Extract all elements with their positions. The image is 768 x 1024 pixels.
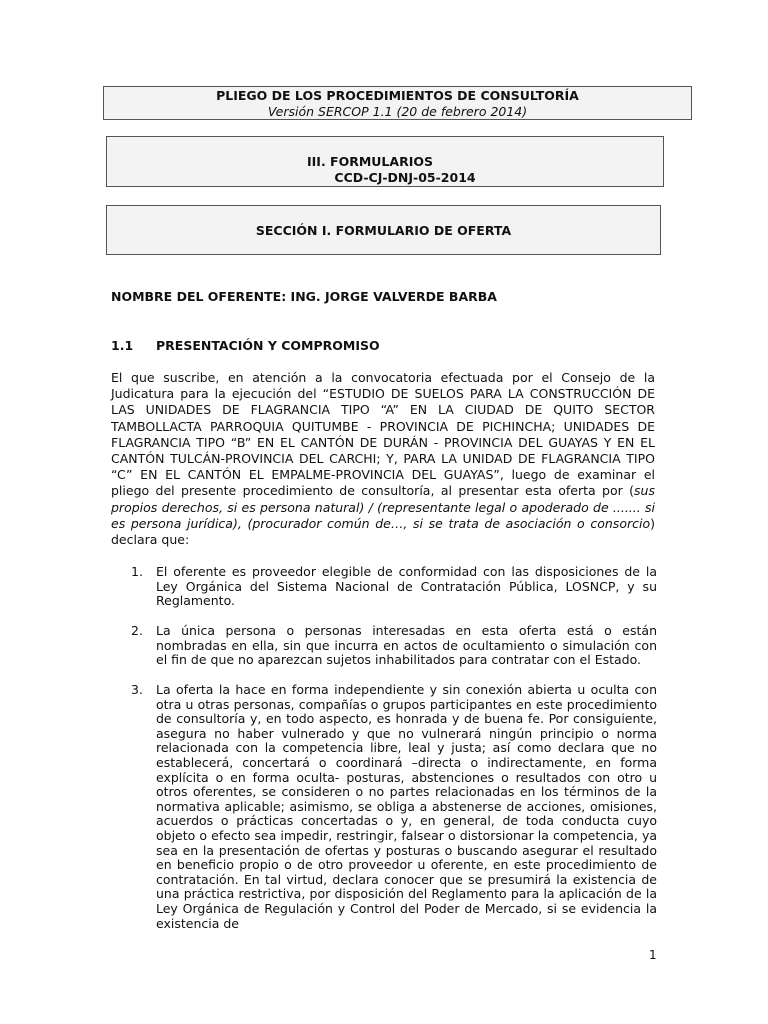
forms-box	[106, 136, 664, 187]
section-heading-title: PRESENTACIÓN Y COMPROMISO	[156, 338, 380, 353]
list-item	[131, 683, 657, 931]
list-item-text: La única persona o personas interesadas en esta oferta está o están nombradas en ella, sin que incurra en actos de ocultamiento o simulación con el fin de que no aparezcan sujetos inhabilitados para contratar con el Estado.	[156, 623, 657, 668]
intro-paragraph	[111, 370, 655, 548]
list-item-number: 3.	[131, 682, 143, 697]
section-heading	[111, 338, 655, 354]
list-item-text: El oferente es proveedor elegible de conformidad con las disposiciones de la Ley Orgánica del Sistema Nacional de Contratación Pública, LOSNCP, y su Reglamento.	[156, 564, 657, 609]
list-item	[131, 565, 657, 609]
list-item	[131, 624, 657, 668]
intro-text: El que suscribe, en atención a la convocatoria efectuada por el Consejo de la Judicatura para la ejecución del “ESTUDIO DE SUELOS PARA LA CONSTRUCCIÓN DE LAS UNIDADES DE FLAGRANCIA TIPO “A” EN LA CIUDAD DE QUITO SECTOR TAMBOLLACTA PARROQUIA QUITUMBE - PROVINCIA DE PICHINCHA; UNIDADES DE FLAGRANCIA TIPO “B” EN EL CANTÓN DE DURÁN - PROVINCIA DEL GUAYAS Y EN EL CANTÓN TULCÁN-PROVINCIA DEL CARCHI; Y, PARA LA UNIDAD DE FLAGRANCIA TIPO “C” EN EL CANTÓN EL EMPALME-PROVINCIA DEL GUAYAS”, luego de examinar el pliego del presente procedimiento de consultoría, al presentar esta oferta por (	[111, 370, 655, 499]
intro-text-end: ) declara que:	[111, 515, 655, 548]
process-code: CCD-CJ-DNJ-05-2014	[334, 170, 476, 185]
forms-heading: III. FORMULARIOS	[307, 154, 433, 169]
document-header-box	[103, 86, 692, 120]
list-item-number: 1.	[131, 564, 143, 579]
list-item-text: La oferta la hace en forma independiente y sin conexión abierta u oculta con otra u otras personas, compañías o grupos participantes en este procedimiento de consultoría y, en todo aspecto, es honrada y de buena fe. Por consiguiente, asegura no haber vulnerado y que no vulnerará ningún principio o norma relacionada con la competencia libre, leal y justa; así como declara que no establecerá, concertará o coordinará –directa o indirectamente, en forma explícita o en forma oculta- posturas, abstenciones o resultados con otro u otros oferentes, se consideren o no partes relacionadas en los términos de la normativa aplicable; asimismo, se obliga a abstenerse de acciones, omisiones, acuerdos o prácticas concertadas o y, en general, de toda conducta cuyo objeto o efecto sea impedir, restringir, falsear o distorsionar la competencia, ya sea en la presentación de ofertas y posturas o buscando asegurar el resultado en beneficio propio o de otro proveedor u oferente, en este procedimiento de contratación. En tal virtud, declara conocer que se presumirá la existencia de una práctica restrictiva, por disposición del Reglamento para la aplicación de la Ley Orgánica de Regulación y Control del Poder de Mercado, si se evidencia la existencia de	[156, 682, 657, 931]
section-title: SECCIÓN I. FORMULARIO DE OFERTA	[255, 223, 512, 238]
intro-italic-text: sus propios derechos, si es persona natural) / (representante legal o apoderado de ....... si es persona jurídica), (procurador común de…, si se trata de asociación o consorcio	[111, 483, 655, 531]
document-version: Versión SERCOP 1.1 (20 de febrero 2014)	[267, 104, 528, 119]
section-box	[106, 205, 661, 255]
document-title: PLIEGO DE LOS PROCEDIMIENTOS DE CONSULTORÍA	[216, 88, 579, 103]
section-number: 1.1	[111, 338, 134, 353]
oferente-name: NOMBRE DEL OFERENTE: ING. JORGE VALVERDE BARBA	[111, 289, 497, 304]
page-number: 1	[649, 948, 657, 962]
list-item-number: 2.	[131, 623, 143, 638]
